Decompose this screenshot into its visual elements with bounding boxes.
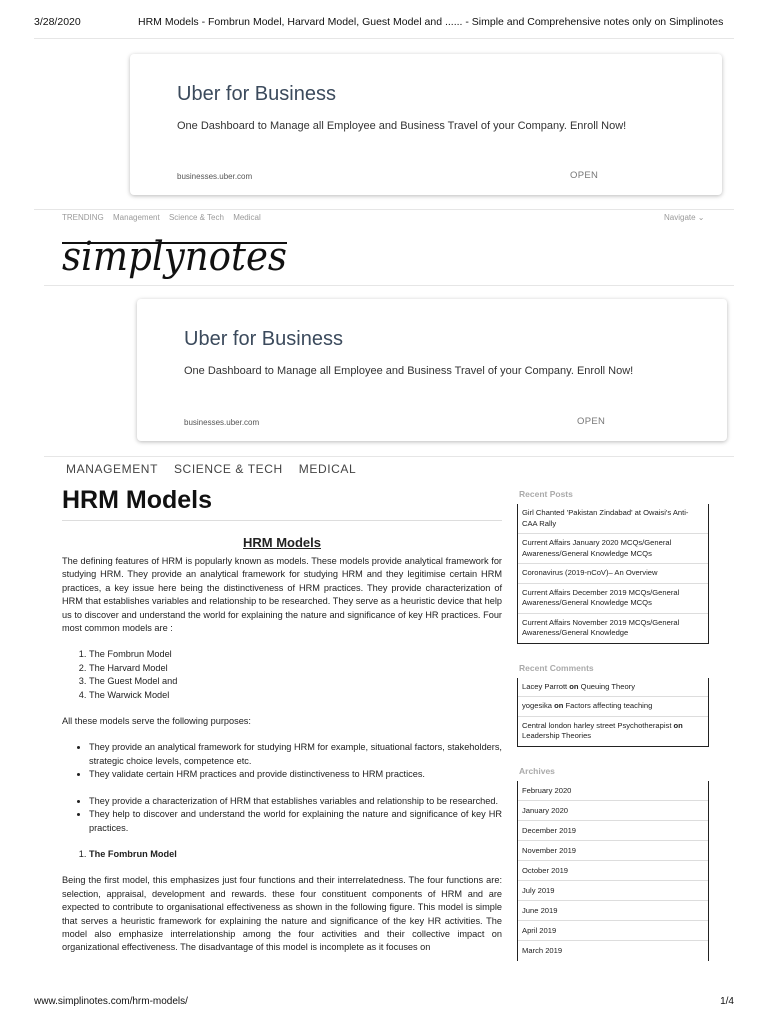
- trending-link-management[interactable]: Management: [113, 213, 160, 222]
- recent-post-link[interactable]: Girl Chanted 'Pakistan Zindabad' at Owaisi's Anti-CAA Rally: [518, 504, 708, 534]
- list-item: • They help to discover and understand the world for explaining the nature and significance of key HR practices.: [89, 808, 502, 835]
- list-item: 3. The Guest Model and: [89, 675, 502, 688]
- trending-link-medical[interactable]: Medical: [233, 213, 261, 222]
- recent-comment: Lacey Parrott on Queuing Theory: [518, 678, 708, 698]
- trending-link-science-tech[interactable]: Science & Tech: [168, 213, 224, 222]
- archive-link[interactable]: March 2019: [522, 945, 563, 955]
- widget-title-recent-comments: Recent Comments: [519, 662, 594, 673]
- sidebar: [517, 487, 709, 961]
- print-date: 3/28/2020: [34, 16, 81, 28]
- recent-posts-widget: [517, 504, 709, 644]
- ad-brand[interactable]: Uber for Business: [184, 328, 343, 350]
- list-item: 4. The Warwick Model: [89, 689, 502, 702]
- recent-post-link[interactable]: Current Affairs November 2019 MCQs/General Awareness/General Knowledge: [522, 617, 680, 637]
- widget-title-recent-posts: Recent Posts: [519, 489, 573, 499]
- comment-author[interactable]: Central london harley street Psychotherapist: [522, 720, 672, 730]
- list-item: • They validate certain HRM practices and provide distinctiveness to HRM practices.: [89, 768, 502, 781]
- widget-title-archives: Archives: [519, 765, 555, 776]
- ad-banner-middle: [44, 285, 734, 457]
- ad-domain: businesses.uber.com: [177, 172, 253, 181]
- list-item: • They provide an analytical framework for studying HRM for example, situational factors, stakeholders, strategic choice levels, competence etc.: [89, 741, 502, 768]
- divider: [62, 520, 502, 521]
- ad-description: One Dashboard to Manage all Employee and Business Travel of your Company. Enroll Now!: [177, 120, 627, 132]
- ad-card[interactable]: [130, 54, 722, 195]
- recent-comments-widget: [517, 678, 709, 747]
- purposes-intro: All these models serve the following purposes:: [62, 716, 251, 727]
- recent-comment: Central london harley street Psychotherapist on Leadership Theories: [522, 720, 683, 740]
- page-title: HRM Models: [62, 486, 212, 514]
- trending-bar: [62, 213, 268, 222]
- archive-link[interactable]: July 2019: [518, 881, 708, 901]
- print-footer: [34, 996, 734, 1007]
- purposes-list-b: [62, 795, 502, 835]
- ad-open-button[interactable]: OPEN: [570, 170, 599, 181]
- archive-link[interactable]: January 2020: [518, 801, 708, 821]
- archive-link[interactable]: June 2019: [518, 901, 708, 921]
- list-item: 2. The Harvard Model: [89, 662, 502, 675]
- section-list: [62, 848, 502, 861]
- list-item: • They provide a characterization of HRM that establishes variables and relationship to be researched.: [89, 795, 502, 808]
- page-number: 1/4: [720, 996, 734, 1007]
- navigate-menu[interactable]: Navigate ⌄: [664, 213, 705, 222]
- comment-author[interactable]: yogesika: [522, 701, 552, 710]
- recent-post-link[interactable]: Current Affairs December 2019 MCQs/General Awareness/General Knowledge MCQs: [518, 584, 708, 614]
- ad-description: One Dashboard to Manage all Employee and Business Travel of your Company. Enroll Now!: [184, 365, 634, 377]
- article-intro: The defining features of HRM is popularly known as models. These models provide analytical framework for studying HRM. They provide an analytical framework for studying HRM and they legitimise certain HRM practices, a key issue here being the distinctiveness of HRM practices. They provide characterization of HRM that establishes variables and relationship to be researched. They serve as a heuristic device that help us to discover and understand the world for explaining the nature and significance of key HR practices. Four most common models are :: [62, 556, 502, 634]
- trending-label: TRENDING: [62, 213, 104, 222]
- nav-item-medical[interactable]: MEDICAL: [298, 462, 357, 476]
- article-subheading: HRM Models: [243, 535, 321, 550]
- print-url: www.simplinotes.com/hrm-models/: [34, 996, 188, 1007]
- site-logo[interactable]: [62, 228, 292, 284]
- comment-post-link[interactable]: Leadership Theories: [522, 731, 592, 740]
- purposes-list-a: [62, 741, 502, 781]
- ad-open-button[interactable]: OPEN: [577, 416, 606, 427]
- recent-comment: yogesika on Factors affecting teaching: [518, 697, 708, 717]
- comment-post-link[interactable]: Queuing Theory: [580, 681, 635, 691]
- section-body: Being the first model, this emphasizes just four functions and their interrelatedness. The four functions are: selection, appraisal, development and rewards. these four constituent components of HRM and are expected to contribute to organisational effectiveness as shown in the following figure. This model is simple that serves a heuristic framework for explaining the nature and significance of the key HR activities. The model also emphasize interrelationship among the four activities and their collective impact on organizational effectiveness. The disadvantage of this model is incomplete as it focuses on: [62, 875, 502, 953]
- models-list: [62, 648, 502, 702]
- print-header: [34, 16, 734, 30]
- ad-banner-top: [34, 38, 734, 210]
- archive-link[interactable]: November 2019: [518, 841, 708, 861]
- archive-link[interactable]: April 2019: [518, 921, 708, 941]
- archives-widget: [517, 781, 709, 961]
- ad-brand[interactable]: Uber for Business: [177, 83, 336, 105]
- archive-link[interactable]: October 2019: [518, 861, 708, 881]
- recent-post-link[interactable]: Coronavirus (2019-nCoV)– An Overview: [518, 564, 708, 584]
- ad-domain: businesses.uber.com: [184, 418, 260, 427]
- archive-link[interactable]: December 2019: [518, 821, 708, 841]
- ad-card[interactable]: [137, 299, 727, 441]
- print-title: HRM Models - Fombrun Model, Harvard Model, Guest Model and ...... - Simple and Comprehensive notes only on Simplinotes: [138, 16, 724, 28]
- nav-item-science-tech[interactable]: SCIENCE & TECH: [173, 462, 283, 476]
- article-body: [62, 535, 502, 955]
- nav-item-management[interactable]: MANAGEMENT: [66, 462, 159, 476]
- category-nav: [66, 462, 368, 476]
- svg-text:simplynotes: simplynotes: [62, 234, 287, 280]
- archive-link[interactable]: February 2020: [518, 781, 708, 801]
- section-title: 1. The Fombrun Model: [89, 848, 502, 861]
- list-item: 1. The Fombrun Model: [89, 648, 502, 661]
- comment-author[interactable]: Lacey Parrott: [522, 681, 568, 691]
- comment-post-link[interactable]: Factors affecting teaching: [565, 701, 653, 710]
- recent-post-link[interactable]: Current Affairs January 2020 MCQs/General Awareness/General Knowledge MCQs: [518, 534, 708, 564]
